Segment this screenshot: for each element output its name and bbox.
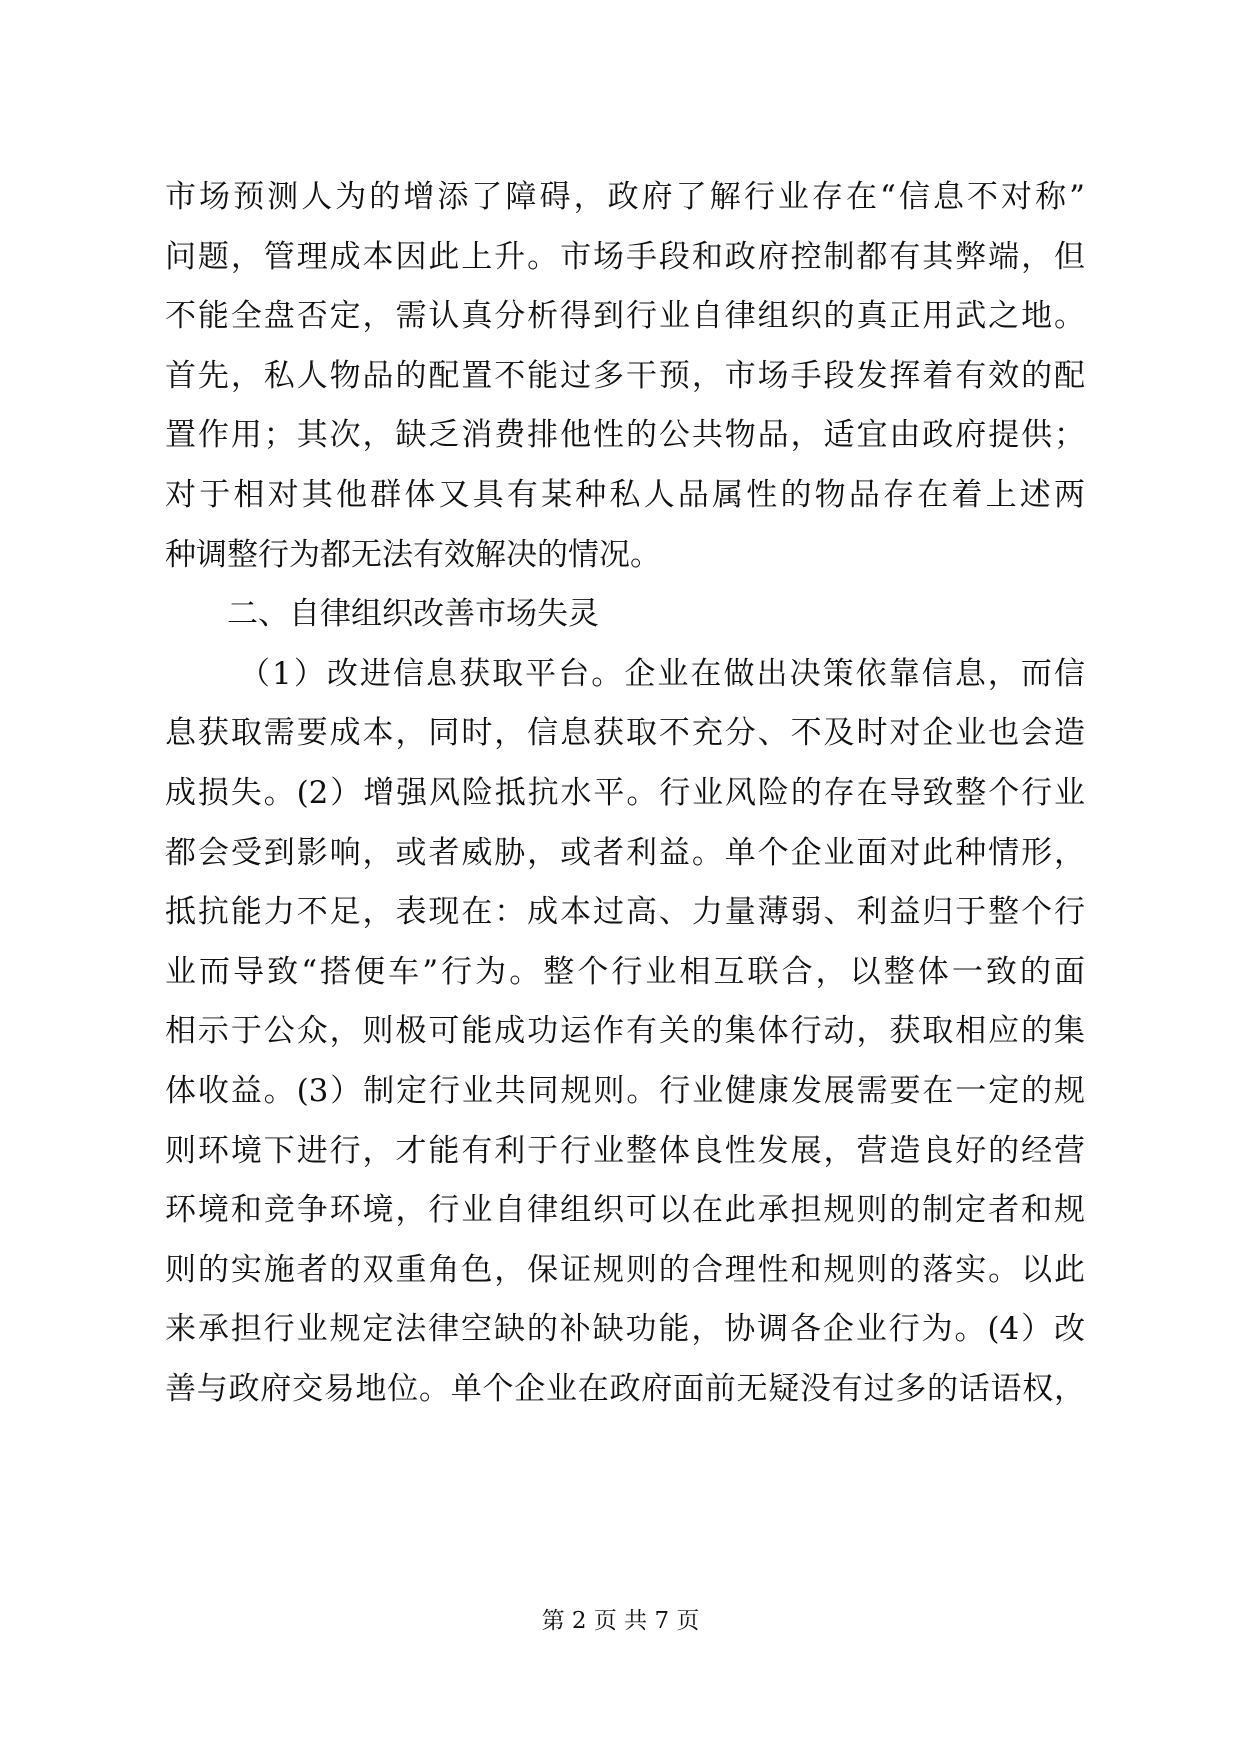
text-line: 相示于公众，则极可能成功运作有关的集体行动，获取相应的集 — [165, 1013, 1085, 1050]
page-footer: 第 2 页 共 7 页 — [541, 1608, 700, 1634]
text-line: 首先，私人物品的配置不能过多干预，市场手段发挥着有效的配 — [165, 357, 1085, 394]
text-line: （1）改进信息获取平台。企业在做出决策依靠信息，而信 — [239, 655, 1085, 692]
text-line: 都会受到影响，或者威胁，或者利益。单个企业面对此种情形， — [165, 834, 1085, 871]
text-line: 抵抗能力不足，表现在：成本过高、力量薄弱、利益归于整个行 — [165, 894, 1085, 931]
text-line: 体收益。(3）制定行业共同规则。行业健康发展需要在一定的规 — [165, 1072, 1085, 1109]
text-line: 对于相对其他群体又具有某种私人品属性的物品存在着上述两 — [165, 476, 1085, 513]
text-line: 则的实施者的双重角色，保证规则的合理性和规则的落实。以此 — [165, 1251, 1085, 1288]
text-line: 则环境下进行，才能有利于行业整体良性发展，营造良好的经营 — [165, 1132, 1085, 1169]
text-line: 善与政府交易地位。单个企业在政府面前无疑没有过多的话语权， — [165, 1370, 1085, 1407]
text-line: 问题，管理成本因此上升。市场手段和政府控制都有其弊端，但 — [165, 238, 1085, 275]
section-heading: 二、自律组织改善市场失灵 — [227, 596, 599, 633]
document-body — [165, 168, 1085, 1419]
text-line: 不能全盘否定，需认真分析得到行业自律组织的真正用武之地。 — [165, 298, 1085, 335]
text-line: 环境和竞争环境，行业自律组织可以在此承担规则的制定者和规 — [165, 1192, 1085, 1229]
text-line: 成损失。(2）增强风险抵抗水平。行业风险的存在导致整个行业 — [165, 774, 1085, 811]
text-line: 种调整行为都无法有效解决的情况。 — [165, 536, 661, 573]
text-line: 业而导致“搭便车”行为。整个行业相互联合，以整体一致的面 — [165, 953, 1085, 990]
text-line: 置作用；其次，缺乏消费排他性的公共物品，适宜由政府提供； — [165, 417, 1085, 454]
text-line: 市场预测人为的增添了障碍，政府了解行业存在“信息不对称” — [165, 179, 1085, 215]
text-line: 来承担行业规定法律空缺的补缺功能，协调各企业行为。(4）改 — [165, 1311, 1085, 1348]
text-line: 息获取需要成本，同时，信息获取不充分、不及时对企业也会造 — [165, 715, 1085, 752]
